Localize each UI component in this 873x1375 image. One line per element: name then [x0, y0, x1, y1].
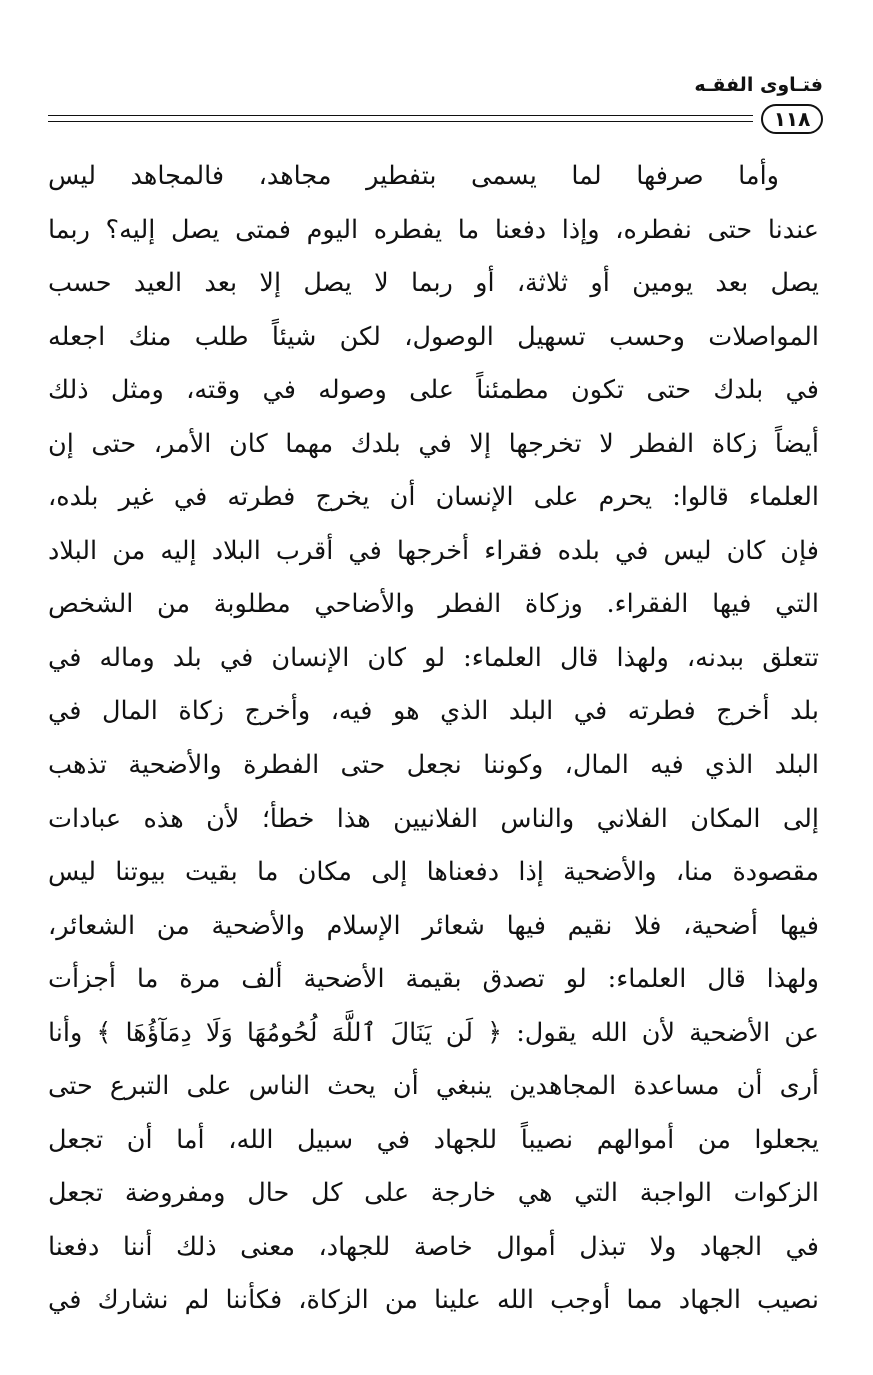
quran-verse-line: عن الأضحية لأن الله يقول: ﴿ لَن يَنَالَ ٱللَّهَ لُحُومُهَا وَلَا دِمَآؤُهَا ﴾ وأنا [48, 1017, 819, 1048]
text-line: فيها أضحية، فلا نقيم فيها شعائر الإسلام والأضحية من الشعائر، [48, 910, 819, 941]
text-line: نصيب الجهاد مما أوجب الله علينا من الزكاة، فكأننا لم نشارك في [48, 1285, 819, 1316]
text-line: يصل بعد يومين أو ثلاثة، أو ربما لا يصل إلا بعد العيد حسب [48, 268, 819, 299]
body-text [48, 150, 819, 1328]
text-line: ولهذا قال العلماء: لو تصدق بقيمة الأضحية ألف مرة ما أجزأت [48, 964, 819, 995]
text-line: أرى أن مساعدة المجاهدين ينبغي أن يحث الناس على التبرع حتى [48, 1071, 819, 1102]
text-line: البلد الذي فيه المال، وكوننا نجعل حتى الفطرة والأضحية تذهب [48, 750, 819, 781]
text-line: التي فيها الفقراء. وزكاة الفطر والأضاحي مطلوبة من الشخص [48, 589, 819, 620]
text-line: وأما صرفها لما يسمى بتفطير مجاهد، فالمجاهد ليس [48, 161, 779, 191]
text-line: بلد أخرج فطرته في البلد الذي هو فيه، وأخرج زكاة المال في [48, 696, 819, 727]
text-line: فإن كان ليس في بلده فقراء أخرجها في أقرب البلاد إليه من البلاد [48, 535, 819, 566]
text-line: يجعلوا من أموالهم نصيباً للجهاد في سبيل الله، أما أن تجعل [48, 1124, 819, 1155]
text-line: تتعلق ببدنه، ولهذا قال العلماء: لو كان الإنسان في بلد وماله في [48, 642, 819, 673]
header-rule-line-bottom [48, 121, 753, 122]
text-line: المواصلات وحسب تسهيل الوصول، لكن شيئاً طلب منك اجعله [48, 321, 819, 352]
text-line: إلى المكان الفلاني والناس الفلانيين هذا خطأ؛ لأن هذه عبادات [48, 803, 819, 834]
text-line: في بلدك حتى تكون مطمئناً على وصوله في وقته، ومثل ذلك [48, 375, 819, 406]
text-line: أيضاً زكاة الفطر لا تخرجها إلا في بلدك مهما كان الأمر، حتى إن [48, 428, 819, 459]
header-rule [48, 104, 823, 138]
page-number: ١١٨ [761, 104, 823, 134]
text-line: العلماء قالوا: يحرم على الإنسان أن يخرج فطرته في غير بلده، [48, 482, 819, 513]
text-line: عندنا حتى نفطره، وإذا دفعنا ما يفطره اليوم فمتى يصل إليه؟ ربما [48, 214, 819, 245]
text-line: في الجهاد ولا تبذل أموال خاصة للجهاد، معنى ذلك أننا دفعنا [48, 1231, 819, 1262]
header-rule-line-top [48, 115, 753, 116]
text-line: مقصودة منا، والأضحية إذا دفعناها إلى مكان ما بقيت بيوتنا ليس [48, 857, 819, 888]
running-title: فتـاوى الفقـه [694, 74, 823, 96]
text-line: الزكوات الواجبة التي هي خارجة على كل حال ومفروضة تجعل [48, 1178, 819, 1209]
